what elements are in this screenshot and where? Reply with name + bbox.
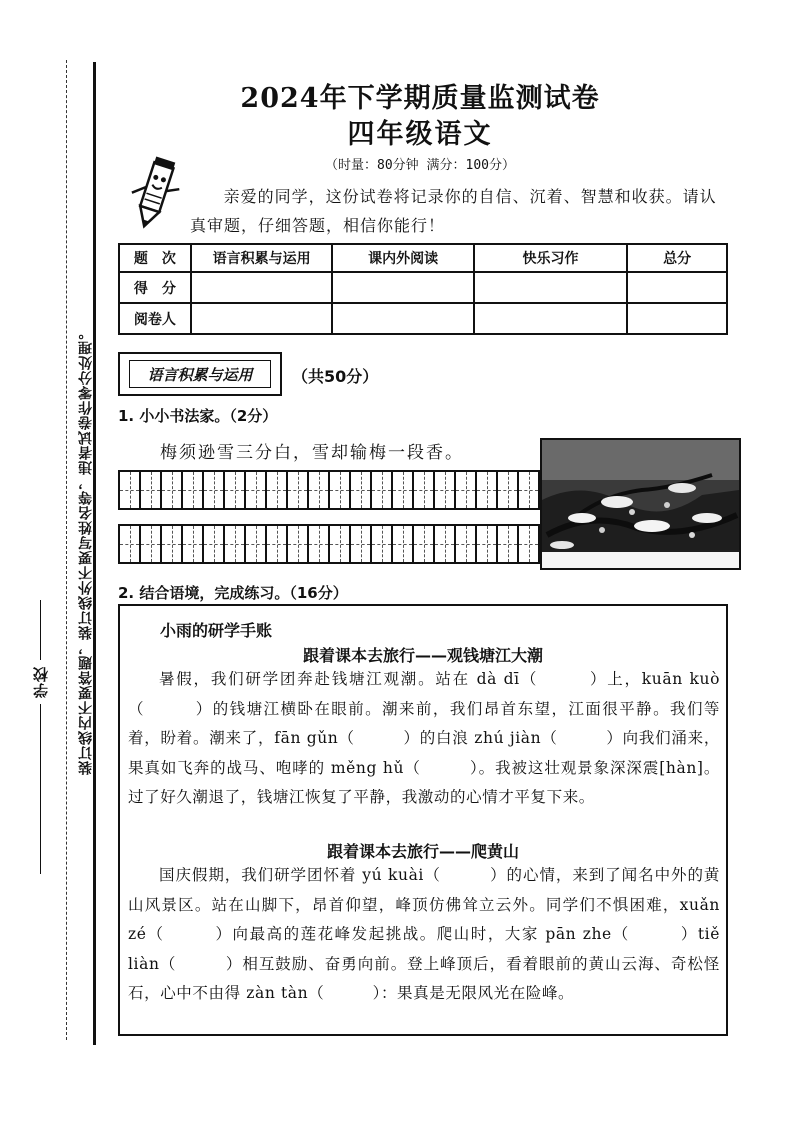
row-score-label: 得 分 [119,272,191,303]
intro-text: 亲爱的同学，这份试卷将记录你的自信、沉着、智慧和收获。请认真审题，仔细答题，相信你能行！ [190,187,717,235]
section-score: （共50分） [292,367,379,386]
grader-cell[interactable] [191,303,333,334]
exam-title: 2024年下学期质量监测试卷 [240,83,600,114]
score-cell[interactable] [627,272,727,303]
school-field [30,600,50,900]
exam-meta: （时量：80分钟 满分：100分） [325,158,515,173]
handbook-title: 小雨的研学手账 [160,621,273,640]
writing-grid-row-2[interactable] [118,524,540,564]
section-label: 语言积累与运用 [129,360,271,388]
col-reading: 课内外阅读 [332,244,474,272]
binding-note: 装订线内不要答题，装订线外不要写姓名等，违者试卷作零分处理。 [78,325,94,775]
question-2-label: 2. 结合语境，完成练习。（16分） [118,584,348,602]
pencil-mascot-icon [122,156,188,238]
col-question: 题 次 [119,244,191,272]
part1-title: 跟着课本去旅行——观钱塘江大潮 [302,646,543,665]
score-cell[interactable] [474,272,627,303]
section-heading [118,352,282,396]
part2-text: 国庆假期，我们研学团怀着 yú kuài（ ）的心情，来到了闻名中外的黄山风景区。站在山脚下，昂首仰望，峰顶仿佛耸立云外。同学们不惧困难，xuǎn zé（ ）向最高的莲花峰发起挑战。爬山时，大家 pān zhe（ ）tiě liàn（ ）相互鼓励、奋勇向前。登上峰顶后，看着眼前的黄山云海、奇松怪石，心中不由得 zàn tàn（ ）：果真是无限风光在险峰。 [128,866,720,1002]
poem-line: 梅须逊雪三分白，雪却输梅一段香。 [160,443,464,463]
score-table [118,243,728,335]
grader-cell[interactable] [627,303,727,334]
question-1-label: 1. 小小书法家。（2分） [118,407,278,425]
grader-cell[interactable] [474,303,627,334]
binding-line-dashed [66,60,67,1040]
school-input-line[interactable] [40,704,41,874]
row-grader-label: 阅卷人 [119,303,191,334]
col-total: 总分 [627,244,727,272]
writing-grid-row-1[interactable] [118,470,540,510]
col-writing: 快乐习作 [474,244,627,272]
plum-snow-photo [540,438,741,570]
part2-title: 跟着课本去旅行——爬黄山 [326,842,519,861]
col-language: 语言积累与运用 [191,244,333,272]
score-cell[interactable] [332,272,474,303]
grader-cell[interactable] [332,303,474,334]
score-cell[interactable] [191,272,333,303]
subject-title: 四年级语文 [347,119,493,150]
part1-text: 暑假，我们研学团奔赴钱塘江观潮。站在 dà dī（ ）上，kuān kuò（ ）的钱塘江横卧在眼前。潮来前，我们昂首东望，江面很平静。我们等着，盼着。潮来了，fān gǔn（ ）的白浪 zhú jiàn（ ）向我们涌来，果真如飞奔的战马、咆哮的 měng hǔ（ ）。我被这壮观景象深深震[hàn]。过了好久潮退了，钱塘江恢复了平静，我激动的心情才平复下来。 [128,670,720,806]
school-label: 学校 [31,666,50,698]
